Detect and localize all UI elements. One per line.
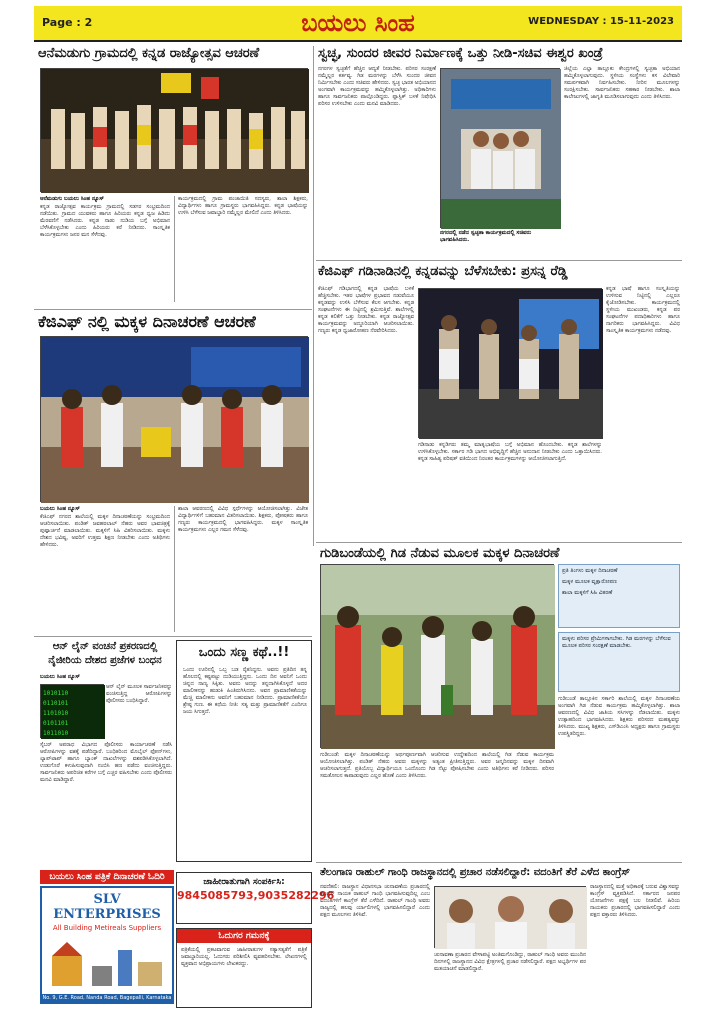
article-body-nigeria: ಆನ್ ಲೈನ್ ಮೂಲಕ ಸಾರ್ವಜನಿಕರನ್ನು ವಂಚಿಸುತ್ತಿದ್ದ ಆರೋಪಿಗಳನ್ನು ಪೊಲೀಸರು ಬಂಧಿಸಿದ್ದಾರೆ. [106,684,172,704]
slv-ad-address: No. 9, G.E. Road, Nanda Road, Bagepalli, Karnataka [42,995,172,1001]
article-headline-khandre: ಸ್ವಚ್ಛ, ಸುಂದರ ಜೀವರ ನಿರ್ಮಾಣಕ್ಕೆ ಒತ್ತು ನೀಡಿ-ಸಚಿವ ಈಶ್ವರ ಖಂಡ್ರೆ [318,46,603,61]
masthead [34,6,682,42]
rajyotsava-photo [40,68,308,192]
article-body-gudibande: ಗುಡಿಬಂಡೆ: ಮಕ್ಕಳ ದಿನಾಚರಣೆಯನ್ನು ಅರ್ಥಪೂರ್ಣವಾಗಿ ಆಚರಿಸುವ ಉದ್ದೇಶದಿಂದ ಶಾಲೆಯಲ್ಲಿ ಗಿಡ ನೆಡುವ ಕಾರ್ಯಕ್ರಮ ಆಯೋಜಿಸಲಾಗಿತ್ತು. ಪಂಡಿತ್ ನೆಹರು ಅವರು ಮಕ್ಕಳನ್ನು ಅತ್ಯಂತ ಪ್ರೀತಿಸುತ್ತಿದ್ದರು. ಅವರ ಜನ್ಮದಿನವನ್ನು ಮಕ್ಕಳ ದಿನವಾಗಿ ಆಚರಿಸಲಾಗುತ್ತದೆ. ಪ್ರತಿಯೊಬ್ಬ ವಿದ್ಯಾರ್ಥಿಯೂ ಒಂದೊಂದು ಗಿಡ ನೆಟ್ಟು ಪೋಷಿಸಬೇಕು ಎಂದು ಅತಿಥಿಗಳು ಕರೆ ನೀಡಿದರು. ಪರಿಸರ ಸಮತೋಲನ ಕಾಪಾಡುವುದು ಎಲ್ಲರ ಹೊಣೆ ಎಂದು ತಿಳಿಸಿದರು. [320,752,554,779]
gudibande-highlight-box [558,564,680,628]
article-body-nigeria-2: ಸೈಬರ್ ಅಪರಾಧ ವಿಭಾಗದ ಪೊಲೀಸರು ಕಾರ್ಯಾಚರಣೆ ನಡೆಸಿ ಆರೋಪಿಗಳನ್ನು ವಶಕ್ಕೆ ಪಡೆದಿದ್ದಾರೆ. ಬಂಧಿತರಿಂದ ಮೊಬೈಲ್ ಫೋನ್‌ಗಳು, ಲ್ಯಾಪ್‌ಟಾಪ್ ಹಾಗೂ ಬ್ಯಾಂಕ್ ದಾಖಲೆಗಳನ್ನು ವಶಪಡಿಸಿಕೊಳ್ಳಲಾಗಿದೆ. ಉಡುಗೊರೆ ಕಳುಹಿಸುವುದಾಗಿ ನಂಬಿಸಿ ಹಣ ಪಡೆದು ವಂಚಿಸುತ್ತಿದ್ದರು. ಸಾರ್ವಜನಿಕರು ಅಪರಿಚಿತ ಕರೆಗಳ ಬಗ್ಗೆ ಎಚ್ಚರ ವಹಿಸಬೇಕು ಎಂದು ಪೊಲೀಸರು ಮನವಿ ಮಾಡಿದ್ದಾರೆ. [40,742,172,783]
issue-date: WEDNESDAY : 15-11-2023 [528,16,674,27]
article-body-khandre-2: ಜಿಲ್ಲೆಯ ಎಲ್ಲಾ ತಾಲ್ಲೂಕು ಕೇಂದ್ರಗಳಲ್ಲಿ ಸ್ವಚ್ಛತಾ ಅಭಿಯಾನ ಹಮ್ಮಿಕೊಳ್ಳಲಾಗುವುದು. ಸ್ಥಳೀಯ ಸಂಸ್ಥೆಗಳು ಕಸ ವಿಲೇವಾರಿ ಸಮರ್ಪಕವಾಗಿ ನಿರ್ವಹಿಸಬೇಕು. ನೀರಿನ ಮೂಲಗಳನ್ನು ಸಂರಕ್ಷಿಸಬೇಕು. ಸಾರ್ವಜನಿಕರು ಸಹಕಾರ ನೀಡಬೇಕು. ಶಾಲಾ ಕಾಲೇಜುಗಳಲ್ಲಿ ಜಾಗೃತಿ ಮೂಡಿಸಲಾಗುವುದು ಎಂದು ತಿಳಿಸಿದರು. [564,66,680,100]
short-story-box [176,640,312,862]
article-headline-gudibande: ಗುಡಿಬಂಡೆಯಲ್ಲಿ ಗಿಡ ನೆಡುವ ಮೂಲಕ ಮಕ್ಕಳ ದಿನಾಚರಣೆ [320,546,560,561]
highlight-line: ಪ್ರತಿ ತಿಂಗಳು ಮಕ್ಕಳ ದಿನಾಚರಣೆ [562,568,618,574]
prasanna-reddy-photo [418,288,602,438]
page-divider [313,46,314,546]
article-body-prasanna: ಕೆಜಿಎಫ್ ಗಡಿಭಾಗದಲ್ಲಿ ಕನ್ನಡ ಭಾಷೆಯ ಬಳಕೆ ಹೆಚ್ಚಿಸಬೇಕು. ಇತರ ಭಾಷೆಗಳ ಪ್ರಭಾವದ ನಡುವೆಯೂ ಕನ್ನಡವನ್ನು ಉಳಿಸಿ ಬೆಳೆಸುವ ಕೆಲಸ ಆಗಬೇಕು. ಕನ್ನಡ ಸಂಘಟನೆಗಳು ಈ ನಿಟ್ಟಿನಲ್ಲಿ ಶ್ರಮಿಸುತ್ತಿವೆ. ಶಾಲೆಗಳಲ್ಲಿ ಕನ್ನಡ ಕಲಿಕೆಗೆ ಒತ್ತು ನೀಡಬೇಕು. ಕನ್ನಡ ರಾಜ್ಯೋತ್ಸವ ಕಾರ್ಯಕ್ರಮವನ್ನು ಅದ್ದೂರಿಯಾಗಿ ಆಚರಿಸಲಾಯಿತು. ಗಣ್ಯರು ಕನ್ನಡ ಧ್ವಜಾರೋಹಣ ನೆರವೇರಿಸಿದರು. [318,286,414,334]
page-number: Page : 2 [42,16,93,29]
readers-notice-body: ಪತ್ರಿಕೆಯಲ್ಲಿ ಪ್ರಕಟವಾಗುವ ಜಾಹೀರಾತುಗಳ ಸತ್ಯಾಸತ್ಯತೆಗೆ ಪತ್ರಿಕೆ ಜವಾಬ್ದಾರಿಯಲ್ಲ. ಓದುಗರು ಪರಿಶೀಲಿಸಿ ವ್ಯವಹರಿಸಬೇಕು. ಲೇಖನಗಳಲ್ಲಿ ವ್ಯಕ್ತವಾದ ಅಭಿಪ್ರಾಯಗಳು ಲೇಖಕರದ್ದು. [181,947,307,967]
readers-notice-box [176,928,312,1008]
article-body-prasanna-3: ಗಡಿನಾಡು ಕನ್ನಡಿಗರು ತಮ್ಮ ಮಾತೃಭಾಷೆಯ ಬಗ್ಗೆ ಅಭಿಮಾನ ಹೊಂದಬೇಕು. ಕನ್ನಡ ಶಾಲೆಗಳನ್ನು ಉಳಿಸಿಕೊಳ್ಳಬೇಕು. ಸರ್ಕಾರ ಗಡಿ ಭಾಗದ ಅಭಿವೃದ್ಧಿಗೆ ಹೆಚ್ಚಿನ ಅನುದಾನ ನೀಡಬೇಕು ಎಂದು ಒತ್ತಾಯಿಸಿದರು. ಕನ್ನಡ ಸಾಹಿತ್ಯ ಪರಿಷತ್ ವತಿಯಿಂದ ನಿರಂತರ ಕಾರ್ಯಕ್ರಮಗಳನ್ನು ಆಯೋಜಿಸಲಾಗುತ್ತಿದೆ. [418,442,602,462]
slv-ad-subtitle: All Building Metireals Suppliers [52,924,162,932]
gudibande-quote-box: ಮಕ್ಕಳು ಪರಿಸರ ಪ್ರೇಮಿಗಳಾಗಬೇಕು. ಗಿಡ ಮರಗಳನ್ನು ಬೆಳೆಸುವ ಮೂಲಕ ಪರಿಸರ ಸಂರಕ್ಷಣೆ ಮಾಡಬೇಕು. [558,632,680,692]
section-divider [316,862,682,863]
article-body-kgf: ಕೆಜಿಎಫ್ ನಗರದ ಶಾಲೆಯಲ್ಲಿ ಮಕ್ಕಳ ದಿನಾಚರಣೆಯನ್ನು ಸಂಭ್ರಮದಿಂದ ಆಚರಿಸಲಾಯಿತು. ಪಂಡಿತ್ ಜವಹರಲಾಲ್ ನೆಹರು ಅವರ ಭಾವಚಿತ್ರಕ್ಕೆ ಪುಷ್ಪಾರ್ಚನೆ ಮಾಡಲಾಯಿತು. ಮಕ್ಕಳಿಗೆ ಸಿಹಿ ವಿತರಿಸಲಾಯಿತು. ಮಕ್ಕಳು ದೇಶದ ಭವಿಷ್ಯ, ಅವರಿಗೆ ಉತ್ತಮ ಶಿಕ್ಷಣ ನೀಡಬೇಕು ಎಂದು ಅತಿಥಿಗಳು ಹೇಳಿದರು. [40,514,170,548]
article-body-kgf-2: ಶಾಲಾ ಆವರಣದಲ್ಲಿ ವಿವಿಧ ಸ್ಪರ್ಧೆಗಳನ್ನು ಆಯೋಜಿಸಲಾಗಿತ್ತು. ವಿಜೇತ ವಿದ್ಯಾರ್ಥಿಗಳಿಗೆ ಬಹುಮಾನ ವಿತರಿಸಲಾಯಿತು. ಶಿಕ್ಷಕರು, ಪೋಷಕರು ಹಾಗೂ ಗಣ್ಯರು ಕಾರ್ಯಕ್ರಮದಲ್ಲಿ ಭಾಗವಹಿಸಿದ್ದರು. ಮಕ್ಕಳ ಸಾಂಸ್ಕೃತಿಕ ಕಾರ್ಯಕ್ರಮಗಳು ಎಲ್ಲರ ಗಮನ ಸೆಳೆದವು. [178,506,308,533]
rahul-gandhi-photo [434,886,586,948]
article-headline-rahul-gandhi: ತೆಲಂಗಾಣ ರಾಹುಲ್ ಗಾಂಧಿ ರಾಜಸ್ಥಾನದಲ್ಲಿ ಪ್ರಚಾರ ನಡೆಸಲಿದ್ದಾರೆ: ವದಂತಿಗೆ ತೆರೆ ಎಳೆದ ಕಾಂಗ್ರೆಸ್ [320,867,630,878]
article-headline-anemadugu: ಆನೆಮಡುಗು ಗ್ರಾಮದಲ್ಲಿ ಕನ್ನಡ ರಾಜ್ಯೋತ್ಸವ ಆಚರಣೆ [38,46,260,61]
khandre-photo [440,68,560,228]
gudibande-photo [320,564,554,748]
svg-text:1101010: 1101010 [43,710,69,717]
section-divider [34,309,312,310]
svg-text:0101101: 0101101 [43,720,69,727]
article-body-prasanna-2: ಕನ್ನಡ ಭಾಷೆ ಹಾಗೂ ಸಂಸ್ಕೃತಿಯನ್ನು ಉಳಿಸುವ ನಿಟ್ಟಿನಲ್ಲಿ ಎಲ್ಲರೂ ಕೈಜೋಡಿಸಬೇಕು. ಕಾರ್ಯಕ್ರಮದಲ್ಲಿ ಸ್ಥಳೀಯ ಮುಖಂಡರು, ಕನ್ನಡ ಪರ ಸಂಘಟನೆಗಳ ಪದಾಧಿಕಾರಿಗಳು ಹಾಗೂ ನಾಗರಿಕರು ಭಾಗವಹಿಸಿದ್ದರು. ವಿವಿಧ ಸಾಂಸ್ಕೃತಿಕ ಕಾರ್ಯಕ್ರಮಗಳು ನಡೆದವು. [606,286,680,334]
kgf-childrens-day-photo [40,336,308,502]
article-headline-kgf-childrens-day: ಕೆಜಿಎಫ್ ನಲ್ಲಿ ಮಕ್ಕಳ ದಿನಾಚರಣೆ ಆಚರಣೆ [38,312,256,331]
readers-notice-title: ಓದುಗರ ಗಮನಕ್ಕೆ [177,929,311,943]
article-body-anemadugu-2: ಕಾರ್ಯಕ್ರಮದಲ್ಲಿ ಗ್ರಾಮ ಪಂಚಾಯಿತಿ ಸದಸ್ಯರು, ಶಾಲಾ ಶಿಕ್ಷಕರು, ವಿದ್ಯಾರ್ಥಿಗಳು ಹಾಗೂ ಗ್ರಾಮಸ್ಥರು ಭಾಗವಹಿಸಿದ್ದರು. ಕನ್ನಡ ಭಾಷೆಯನ್ನು ಉಳಿಸಿ ಬೆಳೆಸುವ ಜವಾಬ್ದಾರಿ ನಮ್ಮೆಲ್ಲರ ಮೇಲಿದೆ ಎಂದು ತಿಳಿಸಿದರು. [178,196,308,216]
article-headline-nigeria: ಆನ್ ಲೈನ್ ವಂಚನೆ ಪ್ರಕರಣದಲ್ಲಿ ನೈಜೀರಿಯ ದೇಶದ ಪ್ರಜೆಗಳ ಬಂಧನ [48,641,162,666]
slv-ad-title: SLV ENTERPRISES [53,892,161,922]
slv-enterprises-ad [40,886,174,1004]
short-story-title: ಒಂದು ಸಣ್ಣ ಕಥೆ..!! [198,645,290,660]
svg-text:0110101: 0110101 [43,700,69,707]
khandre-caption: ನಗರದಲ್ಲಿ ನಡೆದ ಸ್ವಚ್ಛತಾ ಕಾರ್ಯಕ್ರಮದಲ್ಲಿ ಸಚಿವರು ಭಾಗವಹಿಸಿದರು. [440,230,532,243]
section-divider [34,636,312,637]
building-materials-icon [42,936,172,992]
classified-phone[interactable]: 9845085793,9035282296 [177,889,335,902]
article-body-gudibande-2: ಗುಡಿಬಂಡೆ ತಾಲ್ಲೂಕಿನ ಸರ್ಕಾರಿ ಶಾಲೆಯಲ್ಲಿ ಮಕ್ಕಳ ದಿನಾಚರಣೆಯ ಅಂಗವಾಗಿ ಗಿಡ ನೆಡುವ ಕಾರ್ಯಕ್ರಮ ಹಮ್ಮಿಕೊಳ್ಳಲಾಗಿತ್ತು. ಶಾಲಾ ಆವರಣದಲ್ಲಿ ವಿವಿಧ ಜಾತಿಯ ಸಸಿಗಳನ್ನು ನೆಡಲಾಯಿತು. ಮಕ್ಕಳು ಉತ್ಸಾಹದಿಂದ ಭಾಗವಹಿಸಿದರು. ಶಿಕ್ಷಕರು ಪರಿಸರದ ಮಹತ್ವವನ್ನು ತಿಳಿಸಿದರು. ಮುಖ್ಯ ಶಿಕ್ಷಕರು, ಎಸ್‌ಡಿಎಂಸಿ ಅಧ್ಯಕ್ಷರು ಹಾಗೂ ಗ್ರಾಮಸ್ಥರು ಉಪಸ್ಥಿತರಿದ್ದರು. [558,696,680,737]
article-body-khandre: ನಗರಗಳ ಸ್ವಚ್ಛತೆಗೆ ಹೆಚ್ಚಿನ ಆದ್ಯತೆ ನೀಡಬೇಕು. ಪರಿಸರ ಸಂರಕ್ಷಣೆ ನಮ್ಮೆಲ್ಲರ ಕರ್ತವ್ಯ. ಗಿಡ ಮರಗಳನ್ನು ಬೆಳೆಸಿ ಸುಂದರ ಜೀವನ ನಿರ್ಮಿಸಬೇಕು ಎಂದು ಸಚಿವರು ಹೇಳಿದರು. ಸ್ವಚ್ಛ ಭಾರತ ಅಭಿಯಾನದ ಅಂಗವಾಗಿ ಕಾರ್ಯಕ್ರಮವನ್ನು ಹಮ್ಮಿಕೊಳ್ಳಲಾಗಿತ್ತು. ಅಧಿಕಾರಿಗಳು ಹಾಗೂ ಸಾರ್ವಜನಿಕರು ಪಾಲ್ಗೊಂಡಿದ್ದರು. ಪ್ಲಾಸ್ಟಿಕ್ ಬಳಕೆ ನಿಷೇಧಿಸಿ ಪರಿಸರ ಉಳಿಸಬೇಕು ಎಂದು ಮನವಿ ಮಾಡಿದರು. [318,66,436,107]
section-divider [316,542,682,543]
short-story-body: ಒಂದು ಊರಿನಲ್ಲಿ ಒಬ್ಬ ಬಡ ರೈತನಿದ್ದನು. ಅವನು ಪ್ರತಿದಿನ ತನ್ನ ಹೊಲದಲ್ಲಿ ಕಷ್ಟಪಟ್ಟು ದುಡಿಯುತ್ತಿದ್ದನು. ಒಂದು ದಿನ ಅವನಿಗೆ ಒಂದು ಚಿನ್ನದ ನಾಣ್ಯ ಸಿಕ್ಕಿತು. ಅವನು ಅದನ್ನು ತನ್ನದಾಗಿಸಿಕೊಳ್ಳದೆ ಅದರ ಮಾಲೀಕನನ್ನು ಹುಡುಕಿ ಹಿಂತಿರುಗಿಸಿದನು. ಅವನ ಪ್ರಾಮಾಣಿಕತೆಯನ್ನು ಮೆಚ್ಚಿ ಮಾಲೀಕನು ಅವನಿಗೆ ಬಹುಮಾನ ನೀಡಿದನು. ಪ್ರಾಮಾಣಿಕತೆಯೇ ಶ್ರೇಷ್ಠ ಗುಣ. ಈ ಕಥೆಯ ನೀತಿ: ಸತ್ಯ ಮತ್ತು ಪ್ರಾಮಾಣಿಕತೆಗೆ ಎಂದಿಗೂ ಜಯ ಸಿಗುತ್ತದೆ. [183,667,307,715]
article-body-anemadugu: ಕನ್ನಡ ರಾಜ್ಯೋತ್ಸವ ಕಾರ್ಯಕ್ರಮ ಗ್ರಾಮದಲ್ಲಿ ಸಡಗರ ಸಂಭ್ರಮದಿಂದ ನಡೆಯಿತು. ಗ್ರಾಮದ ಯುವಕರು ಹಾಗೂ ಹಿರಿಯರು ಕನ್ನಡ ಧ್ವಜ ಹಿಡಿದು ಮೆರವಣಿಗೆ ನಡೆಸಿದರು. ಕನ್ನಡ ನಾಡು ನುಡಿಯ ಬಗ್ಗೆ ಅಭಿಮಾನ ಬೆಳೆಸಿಕೊಳ್ಳಬೇಕು ಎಂದು ಹಿರಿಯರು ಕರೆ ನೀಡಿದರು. ಸಾಂಸ್ಕೃತಿಕ ಕಾರ್ಯಕ್ರಮಗಳು ಜನರ ಮನ ಸೆಳೆದವು. [40,204,170,238]
newspaper-ad-banner: ಬಯಲು ಸಿಂಹ ಪತ್ರಿಕೆ ದಿನಾಚರಣೆ ಓದಿರಿ [40,870,174,884]
article-byline-kgf: ಬಯಲು ಸಿಂಹ ನ್ಯೂಸ್ [40,506,80,512]
column-divider [174,196,175,302]
article-headline-prasanna-reddy: ಕೆಜಿಎಫ್ ಗಡಿನಾಡಿನಲ್ಲಿ ಕನ್ನಡವನ್ನು ಬೆಳೆಸಬೇಕು: ಪ್ರಸನ್ನ ರೆಡ್ಡಿ [318,264,568,279]
svg-text:1011010: 1011010 [43,730,69,737]
highlight-line: ಮಕ್ಕಳ ಮೂಲಕ ವೃಕ್ಷಾರೋಪಣ [562,579,617,585]
section-divider [316,260,682,261]
column-divider [174,506,175,632]
newspaper-title: ಬಯಲು ಸಿಂಹ [301,8,415,37]
newspaper-page [34,6,682,1018]
article-body-rahul-3: ರಾಜಸ್ಥಾನದಲ್ಲಿ ಮತ್ತೆ ಅಧಿಕಾರಕ್ಕೆ ಬರುವ ವಿಶ್ವಾಸವನ್ನು ಕಾಂಗ್ರೆಸ್ ವ್ಯಕ್ತಪಡಿಸಿದೆ. ಸರ್ಕಾರದ ಜನಪರ ಯೋಜನೆಗಳು ಪಕ್ಷಕ್ಕೆ ಬಲ ನೀಡಲಿವೆ. ಹಿರಿಯ ನಾಯಕರು ಪ್ರಚಾರದಲ್ಲಿ ಭಾಗವಹಿಸಲಿದ್ದಾರೆ ಎಂದು ಪಕ್ಷದ ವಕ್ತಾರರು ತಿಳಿಸಿದರು. [590,884,680,918]
svg-text:1010110: 1010110 [43,690,69,697]
article-body-rahul-2: ಚುನಾವಣಾ ಪ್ರಚಾರದ ವೇಳಾಪಟ್ಟಿ ಅಂತಿಮಗೊಂಡಿದ್ದು, ರಾಹುಲ್ ಗಾಂಧಿ ಅವರು ಮುಂದಿನ ದಿನಗಳಲ್ಲಿ ರಾಜಸ್ಥಾನದ ವಿವಿಧ ಕ್ಷೇತ್ರಗಳಲ್ಲಿ ಪ್ರಚಾರ ನಡೆಸಲಿದ್ದಾರೆ. ಪಕ್ಷದ ಅಭ್ಯರ್ಥಿಗಳ ಪರ ಮತಯಾಚನೆ ಮಾಡಲಿದ್ದಾರೆ. [434,952,586,972]
classified-heading: ಜಾಹೀರಾತುಗಾಗಿ ಸಂಪರ್ಕಿಸಿ: [203,877,285,887]
classified-contact-box [176,872,335,924]
article-byline-nigeria: ಬಯಲು ಸಿಂಹ ನ್ಯೂಸ್ [40,674,80,680]
article-body-rahul: ನವದೆಹಲಿ: ರಾಜಸ್ಥಾನ ವಿಧಾನಸಭಾ ಚುನಾವಣೆಯ ಪ್ರಚಾರದಲ್ಲಿ ಕಾಂಗ್ರೆಸ್ ನಾಯಕ ರಾಹುಲ್ ಗಾಂಧಿ ಭಾಗವಹಿಸುವುದಿಲ್ಲ ಎಂಬ ವದಂತಿಗಳಿಗೆ ಕಾಂಗ್ರೆಸ್ ತೆರೆ ಎಳೆದಿದೆ. ರಾಹುಲ್ ಗಾಂಧಿ ಅವರು ರಾಜ್ಯದಲ್ಲಿ ಹಲವು ರ್ಯಾಲಿಗಳಲ್ಲಿ ಭಾಗವಹಿಸಲಿದ್ದಾರೆ ಎಂದು ಪಕ್ಷದ ಮೂಲಗಳು ತಿಳಿಸಿವೆ. [320,884,430,918]
article-byline-anemadugu: ಆನೆಮಡುಗು ಬಯಲು ಸಿಂಹ ನ್ಯೂಸ್ [40,196,104,202]
highlight-line: ಶಾಲಾ ಮಕ್ಕಳಿಗೆ ಸಿಹಿ ವಿತರಣೆ [562,590,613,596]
cyber-crime-photo [40,684,104,738]
